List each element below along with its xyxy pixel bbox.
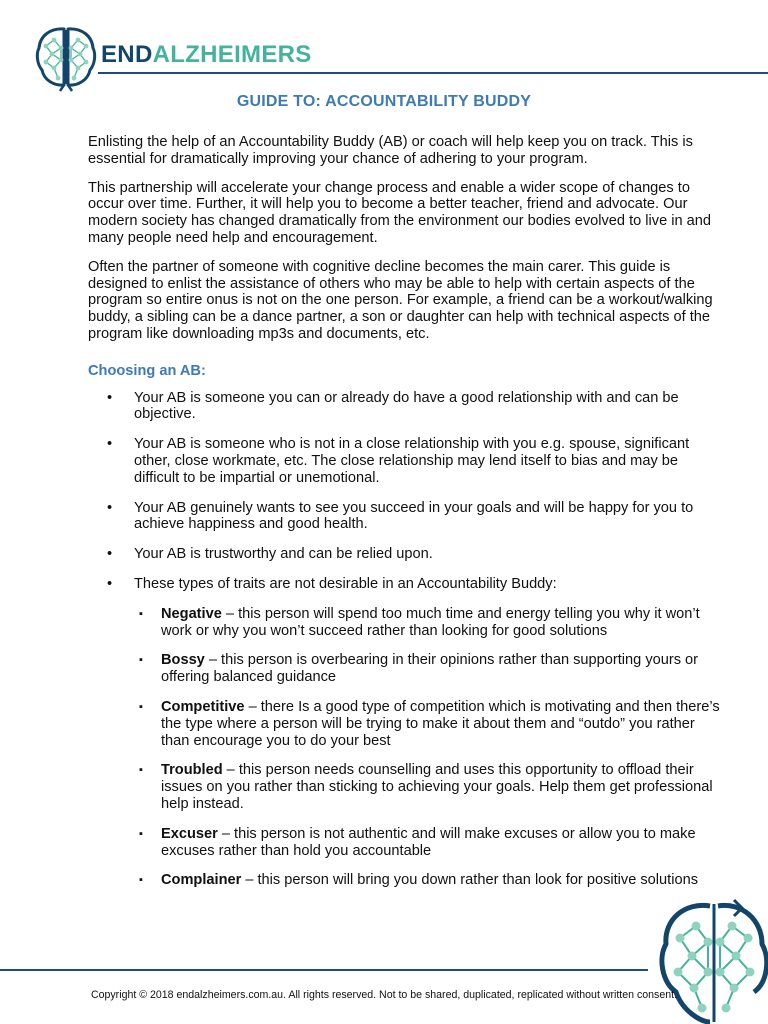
footer-divider — [0, 969, 648, 971]
section-heading-choosing: Choosing an AB: — [88, 362, 206, 379]
intro-paragraph: Enlisting the help of an Accountability Buddy (AB) or coach will help keep you on track. This is essential for dramatically improving your chance of adhering to your program. — [88, 134, 693, 167]
list-item-text: These types of traits are not desirable in an Accountability Buddy: — [134, 575, 557, 592]
trait-description: – this person will bring you down rather than look for positive solutions — [241, 872, 698, 889]
brand-wordmark — [101, 41, 312, 69]
list-item — [88, 546, 723, 563]
trait-item — [134, 606, 723, 640]
trait-description: – this person is overbearing in their opinions rather than supporting yours or offering balanced guidance — [161, 652, 699, 686]
square-bullet-icon: ▪ — [139, 764, 143, 777]
list-item — [88, 500, 723, 534]
trait-term: Bossy — [161, 652, 205, 669]
list-item-text: Your AB is trustworthy and can be relied upon. — [134, 546, 433, 563]
square-bullet-icon: ▪ — [139, 607, 143, 620]
list-item — [88, 390, 723, 424]
choosing-criteria-list — [88, 390, 723, 890]
square-bullet-icon: ▪ — [139, 654, 143, 667]
list-item-text: Your AB is someone who is not in a close relationship with you e.g. spouse, significant other, close workmate, etc. The close relationship may lend itself to bias and may be difficult to be impartial or unemotional. — [134, 436, 690, 486]
trait-description: – there Is a good type of competition which is motivating and then there’s the type where a person will be trying to make it about them and “outdo” you rather than encourage you to do your best — [161, 698, 720, 749]
trait-term: Negative — [161, 605, 222, 622]
trait-description: – this person is not authentic and will make excuses or allow you to make excuses rather than hold you accountable — [161, 825, 696, 859]
footer-copyright: Copyright © 2018 endalzheimers.com.au. All rights reserved. Not to be shared, duplicated, replicated without written consent. — [90, 989, 678, 1001]
trait-description: – this person will spend too much time and energy telling you why it won’t work or why you won’t succeed rather than looking for good solutions — [161, 605, 700, 639]
trait-item — [134, 826, 723, 860]
bullet-icon: • — [107, 575, 113, 592]
undesirable-traits-list — [134, 606, 723, 889]
header-divider — [98, 72, 768, 74]
list-item-text: Your AB genuinely wants to see you succeed in your goals and will be happy for you to achieve happiness and good health. — [134, 499, 694, 533]
trait-term: Excuser — [161, 825, 218, 842]
bullet-icon: • — [107, 436, 113, 453]
intro-paragraph: This partnership will accelerate your change process and enable a wider scope of changes to occur over time. Further, it will help you to become a better teacher, friend and advocate. Our modern society has changed dramatically from the environment our bodies evolved to live in and many people need help and encouragement. — [88, 179, 712, 246]
brand-rest: ALZHEIMERS — [152, 41, 312, 68]
bullet-icon: • — [107, 546, 113, 563]
document-title: GUIDE TO: ACCOUNTABILITY BUDDY — [236, 93, 532, 110]
trait-item — [134, 872, 723, 889]
square-bullet-icon: ▪ — [139, 827, 143, 840]
trait-item — [134, 762, 723, 812]
square-bullet-icon: ▪ — [139, 874, 143, 887]
document-body — [88, 134, 723, 902]
trait-description: – this person needs counselling and uses this opportunity to offload their issues on you rather than sticking to achieving your goals. Help them get professional help instead. — [161, 762, 713, 812]
list-item — [88, 576, 723, 889]
trait-item — [134, 652, 723, 686]
bullet-icon: • — [107, 499, 113, 516]
intro-paragraph: Often the partner of someone with cognitive decline becomes the main carer. This guide is designed to enlist the assistance of others who may be able to help with certain aspects of the program so entire onus is not on the one person. For example, a friend can be a workout/walking buddy, a sibling can be a dance partner, a son or daughter can help with technical aspects of the program like downloading mp3s and documents, etc. — [88, 258, 713, 342]
list-item-text: Your AB is someone you can or already do have a good relationship with and can be objective. — [134, 389, 679, 423]
trait-item — [134, 699, 723, 749]
trait-term: Competitive — [161, 698, 245, 715]
brand-end: END — [101, 41, 153, 68]
trait-term: Troubled — [161, 762, 223, 779]
square-bullet-icon: ▪ — [139, 700, 143, 713]
trait-term: Complainer — [161, 872, 242, 889]
bullet-icon: • — [107, 389, 113, 406]
brain-logo-icon — [34, 26, 98, 92]
list-item — [88, 436, 723, 486]
brain-network-icon — [652, 898, 768, 1024]
